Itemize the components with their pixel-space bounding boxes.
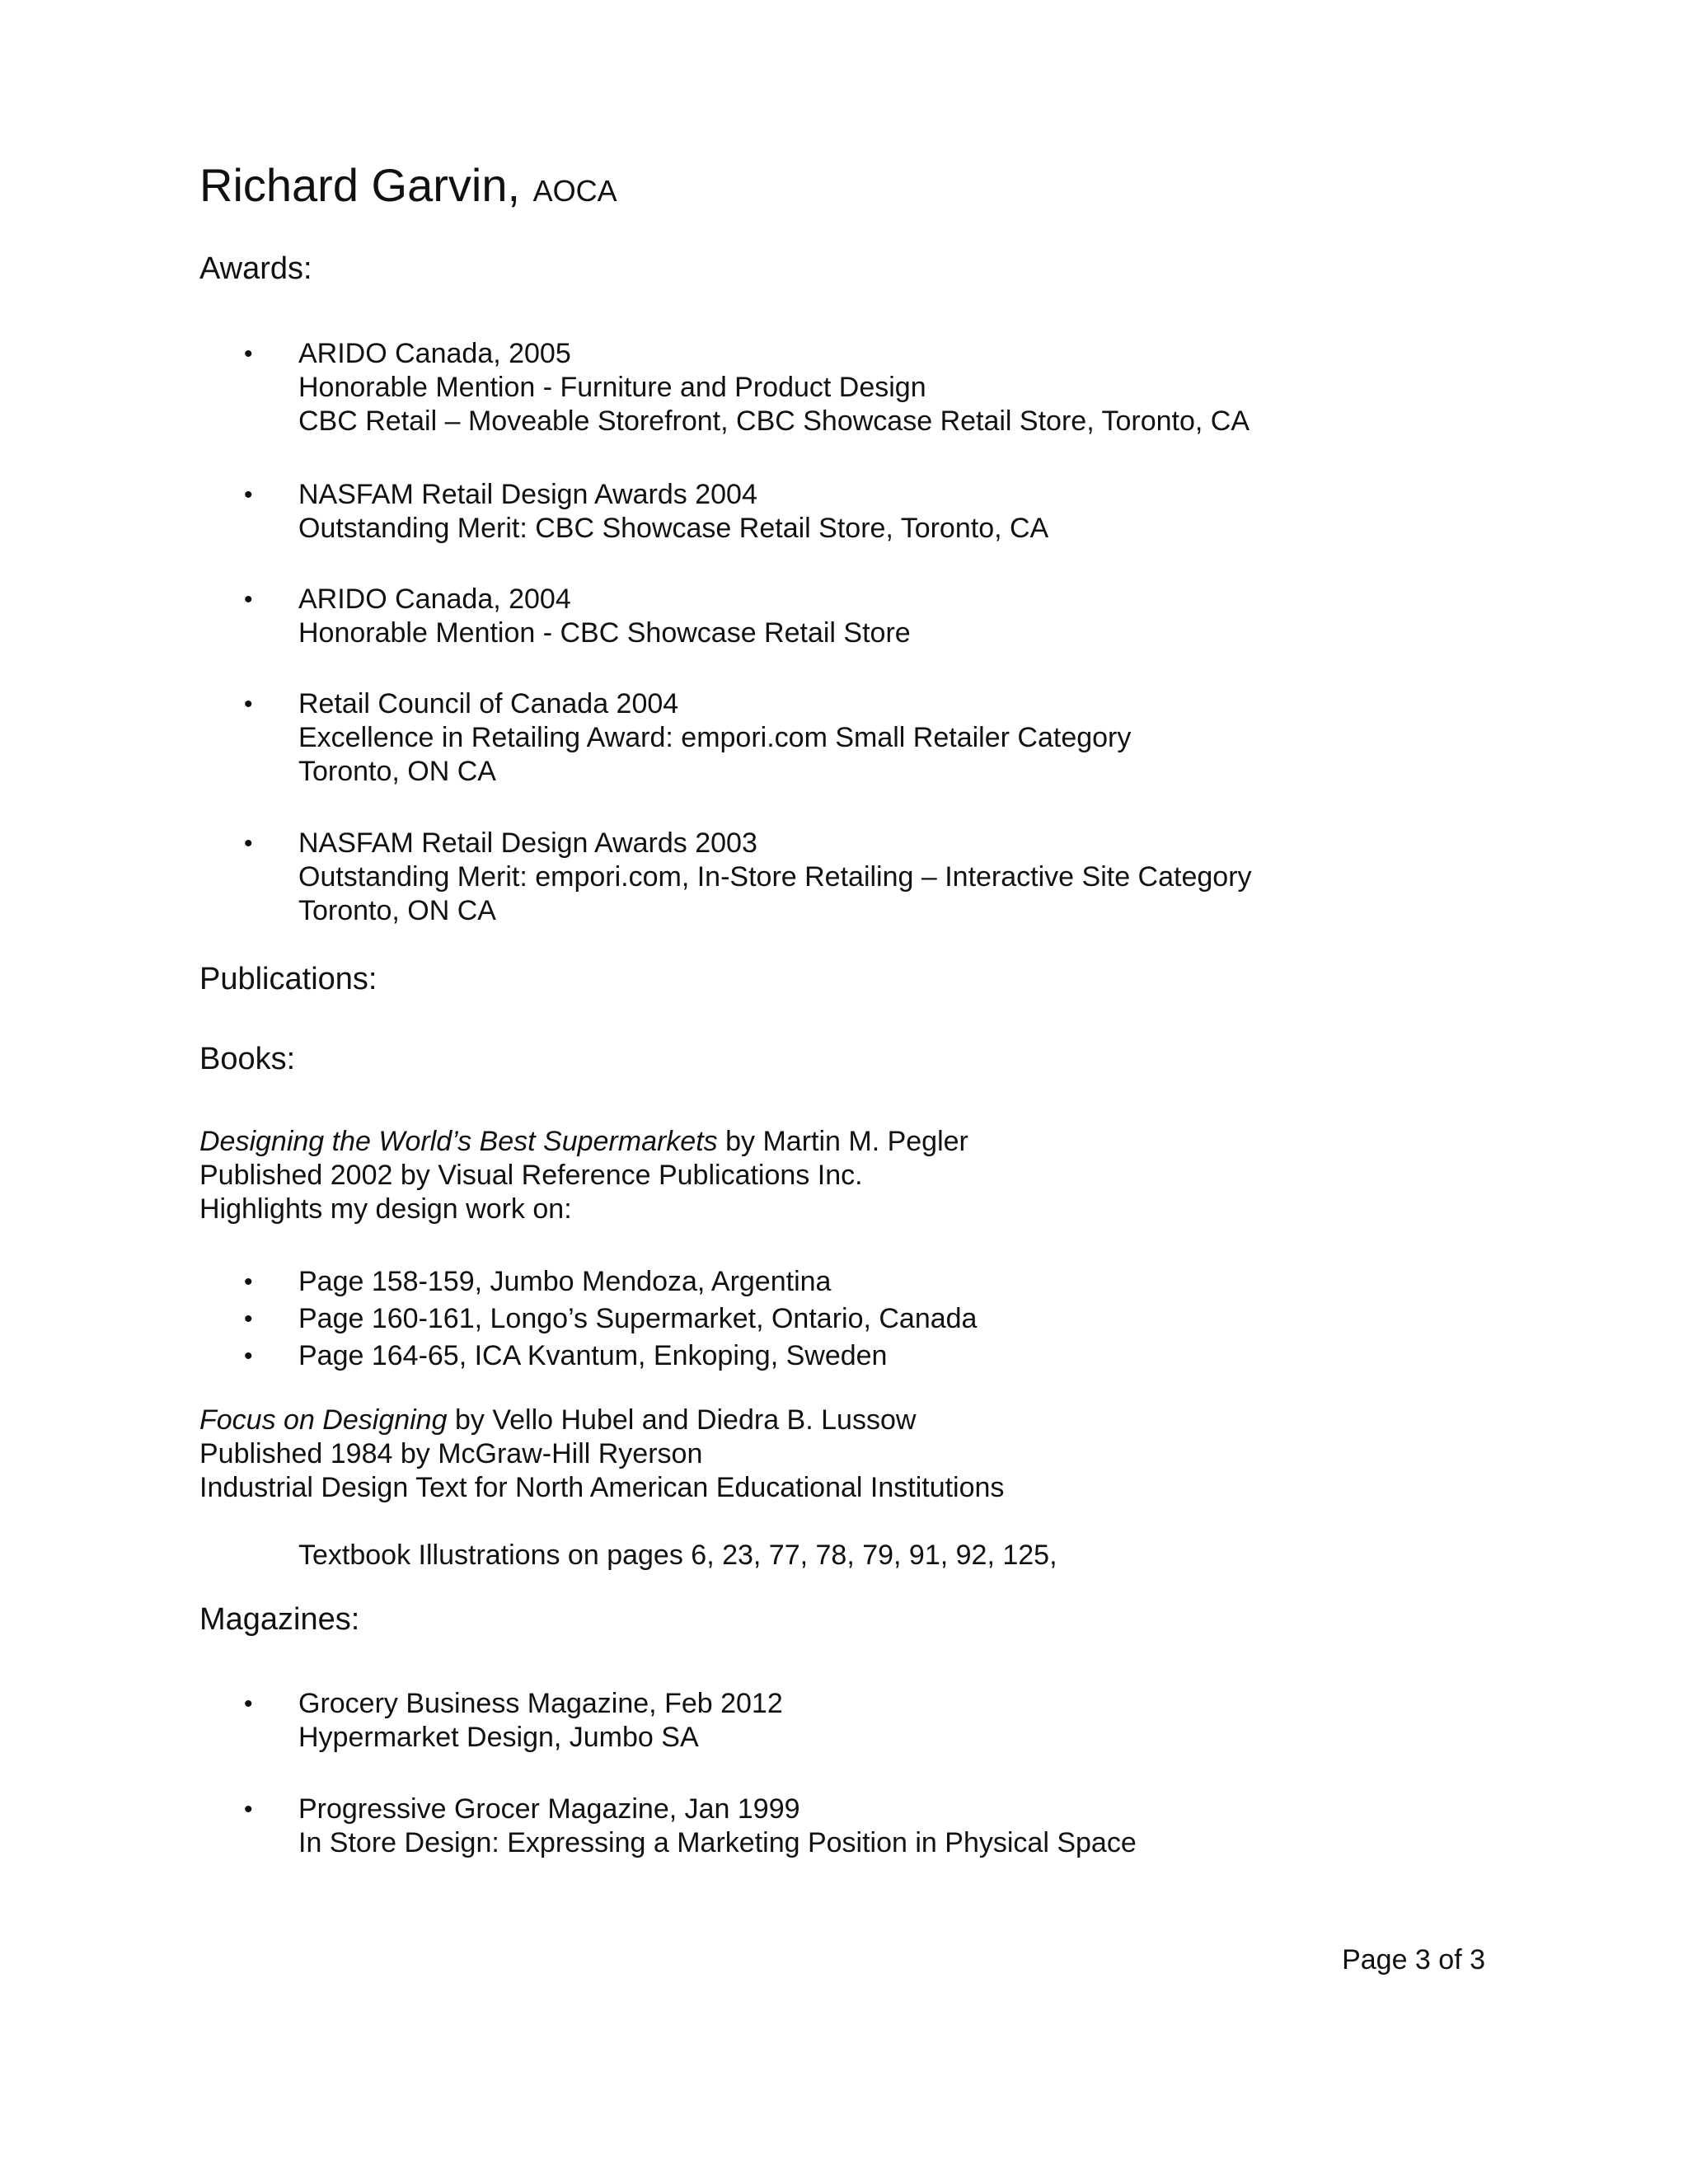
bullet-icon: • xyxy=(244,1690,253,1718)
award-2-detail: Outstanding Merit: CBC Showcase Retail Store, Toronto, CA xyxy=(298,513,1049,544)
book-1-note: Highlights my design work on: xyxy=(199,1193,572,1225)
magazines-heading: Magazines: xyxy=(199,1602,360,1637)
award-1-detail: Honorable Mention - Furniture and Product Design xyxy=(298,372,926,403)
magazine-2-detail: In Store Design: Expressing a Marketing Position in Physical Space xyxy=(298,1827,1137,1858)
bullet-icon: • xyxy=(244,1796,253,1823)
book-2-author: by Vello Hubel and Diedra B. Lussow xyxy=(447,1404,917,1436)
books-heading: Books: xyxy=(199,1042,296,1076)
award-1-title: ARIDO Canada, 2005 xyxy=(298,338,571,369)
book-2-title: Focus on Designing xyxy=(199,1404,448,1436)
book-2-note: Industrial Design Text for North American Educational Institutions xyxy=(199,1472,1005,1503)
book-2-citation xyxy=(199,1404,916,1437)
award-1-project: CBC Retail – Moveable Storefront, CBC Showcase Retail Store, Toronto, CA xyxy=(298,405,1250,437)
book-1-page-item: Page 158-159, Jumbo Mendoza, Argentina xyxy=(298,1266,832,1297)
award-5-location: Toronto, ON CA xyxy=(298,895,496,926)
award-4-location: Toronto, ON CA xyxy=(298,756,496,787)
magazine-1-detail: Hypermarket Design, Jumbo SA xyxy=(298,1722,699,1753)
bullet-icon: • xyxy=(244,481,253,509)
book-1-citation xyxy=(199,1125,968,1159)
magazine-2-title: Progressive Grocer Magazine, Jan 1999 xyxy=(298,1793,800,1825)
bullet-icon: • xyxy=(244,586,253,613)
book-1-title: Designing the World’s Best Supermarkets xyxy=(199,1126,718,1157)
person-name: Richard Garvin, xyxy=(199,159,521,211)
award-5-detail: Outstanding Merit: empori.com, In-Store Retailing – Interactive Site Category xyxy=(298,861,1252,893)
award-4-detail: Excellence in Retailing Award: empori.com Small Retailer Category xyxy=(298,722,1132,753)
award-5-title: NASFAM Retail Design Awards 2003 xyxy=(298,827,757,859)
bullet-icon: • xyxy=(244,1343,253,1370)
bullet-icon: • xyxy=(244,1305,253,1333)
award-3-title: ARIDO Canada, 2004 xyxy=(298,583,571,615)
bullet-icon: • xyxy=(244,340,253,368)
award-3-detail: Honorable Mention - CBC Showcase Retail Store xyxy=(298,617,911,649)
page-number: Page 3 of 3 xyxy=(1342,1944,1485,1975)
magazine-1-title: Grocery Business Magazine, Feb 2012 xyxy=(298,1688,783,1719)
bullet-icon: • xyxy=(244,691,253,718)
book-2-illustrations: Textbook Illustrations on pages 6, 23, 77, 78, 79, 91, 92, 125, xyxy=(298,1540,1057,1571)
book-1-published: Published 2002 by Visual Reference Publications Inc. xyxy=(199,1160,863,1191)
book-1-author: by Martin M. Pegler xyxy=(717,1126,968,1157)
book-1-page-item: Page 160-161, Longo’s Supermarket, Ontario, Canada xyxy=(298,1303,978,1334)
bullet-icon: • xyxy=(244,1268,253,1296)
page-title xyxy=(199,157,617,220)
bullet-icon: • xyxy=(244,830,253,857)
award-4-title: Retail Council of Canada 2004 xyxy=(298,688,679,719)
book-2-published: Published 1984 by McGraw-Hill Ryerson xyxy=(199,1438,703,1469)
award-2-title: NASFAM Retail Design Awards 2004 xyxy=(298,479,757,510)
awards-heading: Awards: xyxy=(199,251,312,286)
book-1-page-item: Page 164-65, ICA Kvantum, Enkoping, Sweden xyxy=(298,1340,888,1371)
credential: AOCA xyxy=(532,174,617,208)
publications-heading: Publications: xyxy=(199,962,377,996)
